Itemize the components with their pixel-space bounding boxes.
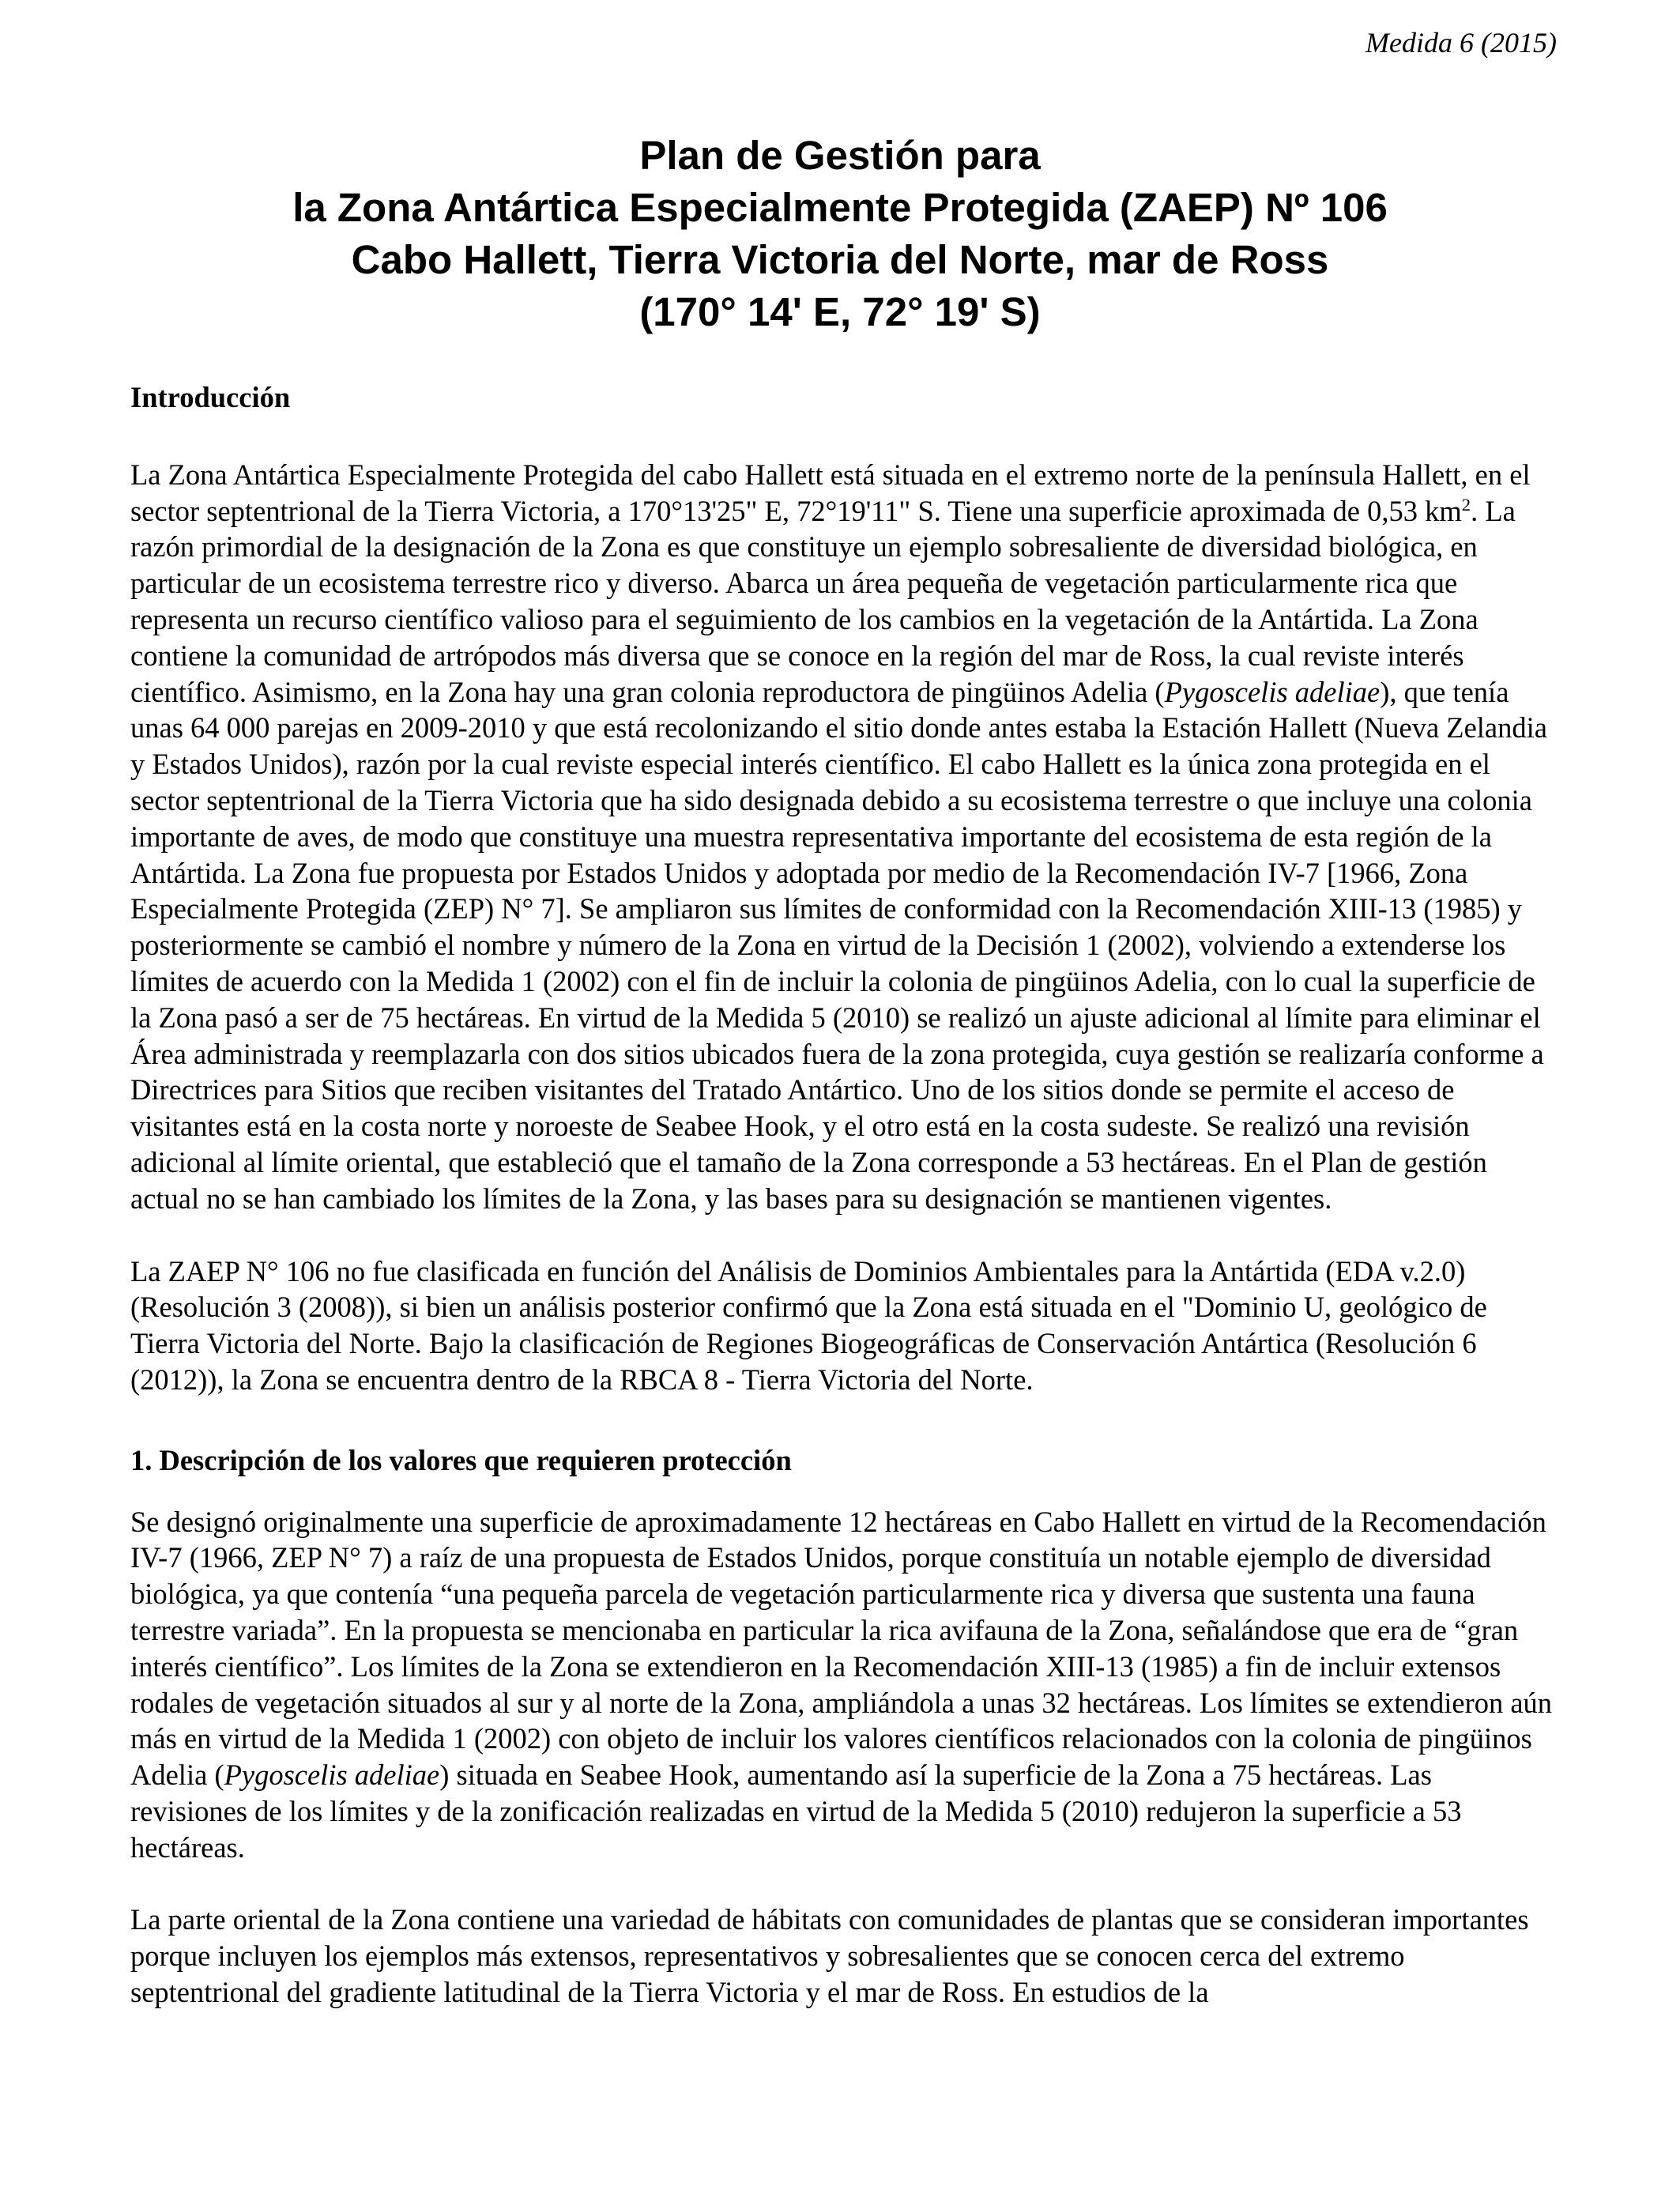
section-1-paragraph-2: La parte oriental de la Zona contiene una variedad de hábitats con comunidades de plantas que se consideran importantes porque incluyen los ejemplos más extensos, representativos y sobresalientes que se conocen cerca del extremo septentrional del gradiente latitudinal de la Tierra Victoria y el mar de Ross. En estudios de la bbox=[130, 1903, 1529, 2009]
title-line-2: la Zona Antártica Especialmente Protegida (ZAEP) Nº 106 bbox=[292, 185, 1388, 230]
introduction-heading: Introducción bbox=[130, 381, 291, 413]
measure-reference: Medida 6 (2015) bbox=[1365, 27, 1557, 58]
section-1-heading: 1. Descripción de los valores que requieren protección bbox=[130, 1443, 792, 1476]
species-name: Pygoscelis adeliae bbox=[1164, 675, 1381, 708]
document-title bbox=[126, 130, 1554, 338]
title-line-1: Plan de Gestión para bbox=[639, 133, 1041, 178]
intro-p1-text-c: ), que tenía unas 64 000 parejas en 2009-2010 y que está recolonizando el sitio donde antes estaba la Estación Hallett (Nueva Zelandia y Estados Unidos), razón por la cual reviste especial interés científico. El cabo Hallett es la única zona protegida en el sector septentrional de la Tierra Victoria que ha sido designada debido a su ecosistema terrestre o que incluye una colonia importante de aves, de modo que constituye una muestra representativa importante del ecosistema de esta región de la Antártida. La Zona fue propuesta por Estados Unidos y adoptada por medio de la Recomendación IV-7 [1966, Zona Especialmente Protegida (ZEP) N° 7]. Se ampliaron sus límites de conformidad con la Recomendación XIII-13 (1985) y posteriormente se cambió el nombre y número de la Zona en virtud de la Decisión 1 (2002), volviendo a extenderse los límites de acuerdo con la Medida 1 (2002) con el fin de incluir la colonia de pingüinos Adelia, con lo cual la superficie de la Zona pasó a ser de 75 hectáreas. En virtud de la Medida 5 (2010) se realizó un ajuste adicional al límite para eliminar el Área administrada y reemplazarla con dos sitios ubicados fuera de la zona protegida, cuya gestión se realizaría conforme a Directrices para Sitios que reciben visitantes del Tratado Antártico. Uno de los sitios donde se permite el acceso de visitantes está en la costa norte y noroeste de Seabee Hook, y el otro está en la costa sudeste. Se realizó una revisión adicional al límite oriental, que estableció que el tamaño de la Zona corresponde a 53 hectáreas. En el Plan de gestión actual no se han cambiado los límites de la Zona, y las bases para su designación se mantienen vigentes. bbox=[130, 675, 1547, 1215]
s1-p1-text-a: Se designó originalmente una superficie de aproximadamente 12 hectáreas en Cabo Hallett en virtud de la Recomendación IV-7 (1966, ZEP N° 7) a raíz de una propuesta de Estados Unidos, porque constituía un notable ejemplo de diversidad biológica, ya que contenía “una pequeña parcela de vegetación particularmente rica y diversa que sustenta una fauna terrestre variada”. En la propuesta se mencionaba en particular la rica avifauna de la Zona, señalándose que era de “gran interés científico”. Los límites de la Zona se extendieron en la Recomendación XIII-13 (1985) a fin de incluir extensos rodales de vegetación situados al sur y al norte de la Zona, ampliándola a unas 32 hectáreas. Los límites se extendieron aún más en virtud de la Medida 1 (2002) con objeto de incluir los valores científicos relacionados con la colonia de pingüinos Adelia ( bbox=[130, 1505, 1553, 1792]
section-1-paragraph-1 bbox=[130, 1504, 1554, 1866]
superscript-2: 2 bbox=[1461, 494, 1471, 515]
intro-p1-text-b: . La razón primordial de la designación de la Zona es que constituye un ejemplo sobresaliente de diversidad biológica, en particular de un ecosistema terrestre rico y diverso. Abarca un área pequeña de vegetación particularmente rica que representa un recurso científico valioso para el seguimiento de los cambios en la vegetación de la Antártida. La Zona contiene la comunidad de artrópodos más diversa que se conoce en la región del mar de Ross, la cual reviste interés científico. Asimismo, en la Zona hay una gran colonia reproductora de pingüinos Adelia ( bbox=[130, 494, 1516, 708]
document-body bbox=[130, 379, 1554, 2011]
intro-p1-text-a: La Zona Antártica Especialmente Protegida del cabo Hallett está situada en el extremo norte de la península Hallett, en el sector septentrional de la Tierra Victoria, a 170°13'25" E, 72°19'11" S. Tiene una superficie aproximada de 0,53 km bbox=[130, 458, 1531, 527]
title-line-3: Cabo Hallett, Tierra Victoria del Norte, mar de Ross bbox=[351, 237, 1329, 282]
title-line-4: (170° 14' E, 72° 19' S) bbox=[639, 289, 1041, 334]
species-name: Pygoscelis adeliae bbox=[224, 1759, 440, 1792]
introduction-paragraph-1 bbox=[130, 457, 1554, 1217]
introduction-paragraph-2: La ZAEP N° 106 no fue clasificada en función del Análisis de Dominios Ambientales para la Antártida (EDA v.2.0) (Resolución 3 (2008)), si bien un análisis posterior confirmó que la Zona está situada en el "Dominio U, geológico de Tierra Victoria del Norte. Bajo la clasificación de Regiones Biogeográficas de Conservación Antártica (Resolución 6 (2012)), la Zona se encuentra dentro de la RBCA 8 - Tierra Victoria del Norte. bbox=[130, 1254, 1487, 1396]
s1-p1-text-b: ) situada en Seabee Hook, aumentando así la superficie de la Zona a 75 hectáreas. Las revisiones de los límites y de la zonificación realizadas en virtud de la Medida 5 (2010) redujeron la superficie a 53 hectáreas. bbox=[130, 1759, 1462, 1864]
